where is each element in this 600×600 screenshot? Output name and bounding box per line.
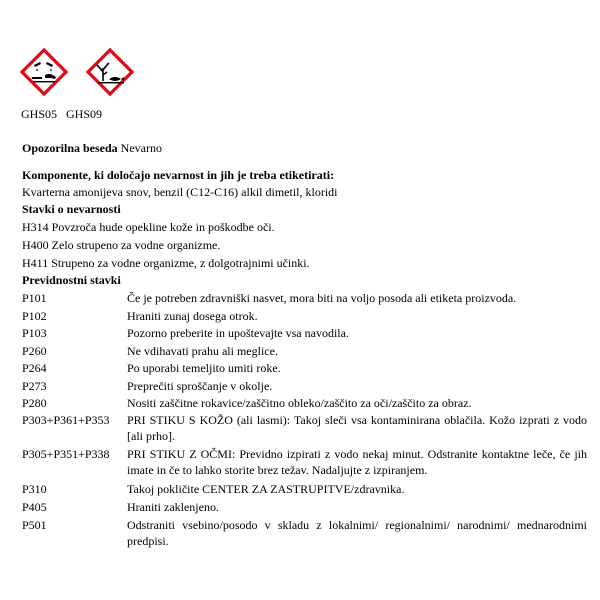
precautionary-text: Nositi zaščitne rokavice/zaščitno obleko/zaščito za oči/zaščito za obraz. (127, 396, 472, 410)
precautionary-code: P303+P361+P353 (22, 413, 110, 427)
precautionary-code: P405 (22, 500, 47, 514)
precautionary-text: Hraniti zaklenjeno. (127, 500, 219, 514)
pictogram-code: GHS09 (66, 107, 103, 121)
hazard-heading: Stavki o nevarnosti (22, 202, 121, 216)
components-heading: Komponente, ki določajo nevarnost in jih je treba etiketirati: (22, 168, 335, 182)
precautionary-text: Po uporabi temeljito umiti roke. (127, 361, 281, 375)
precautionary-code: P280 (22, 396, 47, 410)
environment-icon (86, 48, 134, 96)
precautionary-text: PRI STIKU Z OČMI: Previdno izpirati z vodo nekaj minut. Odstranite kontaktne leče, če jih imate in če to lahko storite brez težav. Nadaljujte z izpiranjem. (127, 447, 587, 477)
pictogram-codes (21, 107, 102, 121)
precautionary-text: PRI STIKU S KOŽO (ali lasmi): Takoj sleči vsa kontaminirana oblačila. Kožo izprati z vodo [ali prho]. (127, 413, 587, 443)
precautionary-code: P273 (22, 379, 47, 393)
signal-word-label: Opozorilna beseda (22, 141, 118, 155)
precautionary-text: Preprečiti sproščanje v okolje. (127, 379, 273, 393)
precautionary-code: P102 (22, 309, 47, 323)
precautionary-code: P260 (22, 344, 47, 358)
precautionary-text: Ne vdihavati prahu ali meglice. (127, 344, 278, 358)
precautionary-text: Pozorno preberite in upoštevajte vsa navodila. (127, 326, 349, 340)
precautionary-code: P501 (22, 518, 47, 532)
precautionary-text: Takoj pokličite CENTER ZA ZASTRUPITVE/zdravnika. (127, 482, 405, 496)
signal-word (22, 140, 162, 156)
hazard-statement: H400 Zelo strupeno za vodne organizme. (22, 238, 221, 252)
precautionary-heading: Previdnostni stavki (22, 273, 121, 287)
precautionary-code: P264 (22, 361, 47, 375)
hazard-statement: H314 Povzroča hude opekline kože in poškodbe oči. (22, 220, 275, 234)
components-text: Kvarterna amonijeva snov, benzil (C12-C16) alkil dimetil, kloridi (22, 185, 338, 199)
precautionary-code: P310 (22, 482, 47, 496)
corrosion-icon (20, 48, 68, 96)
precautionary-code: P101 (22, 291, 47, 305)
precautionary-text: Hraniti zunaj dosega otrok. (127, 309, 258, 323)
hazard-statement: H411 Strupeno za vodne organizme, z dolgotrajnimi učinki. (22, 256, 310, 270)
precautionary-code: P305+P351+P338 (22, 447, 110, 461)
hazard-pictograms (20, 48, 140, 98)
precautionary-text: Če je potreben zdravniški nasvet, mora biti na voljo posoda ali etiketa proizvoda. (127, 291, 517, 305)
precautionary-code: P103 (22, 326, 47, 340)
pictogram-code: GHS05 (21, 107, 58, 121)
signal-word-value: Nevarno (120, 141, 162, 155)
precautionary-text: Odstraniti vsebino/posodo v skladu z lokalnimi/ regionalnimi/ narodnimi/ mednarodnimi predpisi. (127, 518, 587, 548)
